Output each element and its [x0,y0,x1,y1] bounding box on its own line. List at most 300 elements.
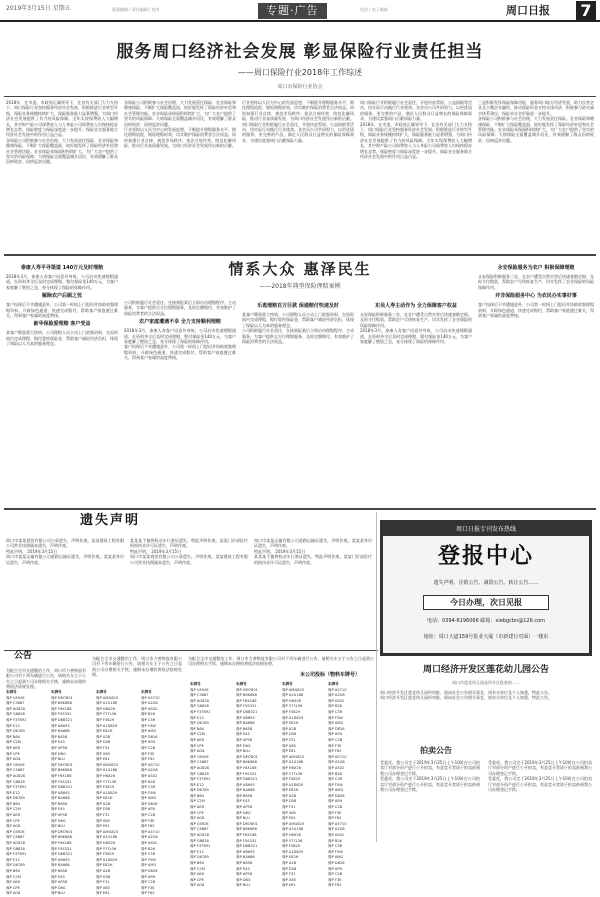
plate-cell: 豫P DM7801 [236,821,258,826]
plate-cell: 豫P Y77L36 [282,771,303,776]
plate-cell: 豫P F31 [96,745,110,750]
cases-column-5 [478,262,594,502]
plate-cell: 豫P D6B321 [51,785,73,790]
plate-cell: 豫P C3687 [6,701,25,706]
plate-cell: 豫P AMG825 [96,829,119,834]
auction-column-1 [380,760,480,842]
plate-cell: 豫P D6B321 [236,709,258,714]
plate-cell: 豫P A5710 [141,762,160,767]
plate-cell: 豫P D58 [282,799,297,804]
plate-cell: 豫P A1U188 [282,693,304,698]
plate-cell: 豫P B6K688 [51,768,72,773]
plate-cell: 豫P B658 [51,801,68,806]
plate-cell: 豫P G8828 [190,704,209,709]
plate-cell: 豫P H6X26 [96,773,115,778]
plate-cell: 豫P B26 [328,704,342,709]
case-subhead: 并非保险服务中心 为农民办实事好事 [495,293,577,300]
plate-cell: 豫P C3687 [190,760,209,765]
plate-cell: 豫P H6X26 [96,841,115,846]
plate-cell: 豫P AG8 [6,824,21,829]
plate-cell: 豫P AMG [328,721,344,726]
plate-cell: 豫P F5W [328,849,343,854]
plate-cell: 豫P E82H [96,796,113,801]
table-row [190,883,374,889]
plate-cell: 豫P D6789 [6,729,25,734]
plate-cell: 豫P D58 [282,866,297,871]
plate-cell: 豫P C2B [328,872,343,877]
plate-cell: 豫P BA668 [51,729,70,734]
plate-cell: 豫P B658 [236,793,253,798]
plate-cell: 豫P AE6 [6,745,20,750]
case-text: 2018年3月，泰康人寿客户因意外身故，公司启动快速理赔通道，在资料齐全后及时完成理赔，赔付保险金140万元，为客户家庭解了燃眉之急，充分体现了保险的保障作用。 [124,328,236,345]
plate-cell: 豫P CPE [6,885,20,890]
plate-header-cell: 车牌号 [51,690,62,694]
plate-cell: 豫P B26 [141,846,155,851]
plate-cell: 豫P F3T691 [6,785,27,790]
plate-cell: 豫P C2M [190,732,205,737]
plate-cell: 豫P AFN [328,866,343,871]
plate-cell: 豫P B6U [6,801,21,806]
plate-cell: 豫P A1U188 [96,701,118,706]
page-header [0,0,600,22]
plate-cell: 豫P F5S331 [236,771,257,776]
plate-cell: 豫P X85 [96,885,110,890]
newspaper-ad [380,520,592,656]
plate-cell: 豫P A1D829 [282,782,304,787]
lost-footer: 特此声明。 2019年3月15日 [6,548,58,554]
plate-cell: 豫P AG8 [190,883,205,888]
plate-cell: 豫P CPE [6,751,20,756]
plate-cell: 豫P D6B321 [51,852,73,857]
plate-cell: 豫P G8828 [6,779,25,784]
plate-cell: 豫P DM7801 [51,762,73,767]
plate-cell: 豫P AG8 [6,891,21,896]
lead-text-3b: 周口保险行业积极履行社会责任，开展扶贫帮困、公益捐助等活动，用实际行动践行行业使命。各会员公司共同努力，以更优质的服务、更完善的产品，满足人民群众日益增长的保险保障需求，为建设富强周口贡献保险力量。 [242,121,354,143]
plate-cell: 豫P F5S331 [51,846,72,851]
plate-cell: 豫P D58 [282,732,297,737]
plate-cell: 豫P D58 [96,740,111,745]
newspaper-logo: 周口日报 [506,4,550,17]
plate-cell: 豫P AB693 [236,849,255,854]
plate-cell: 豫P AFN [328,799,343,804]
case-subhead: 永安保险服务为农户 积极保障理赔 [497,265,575,271]
plate-cell: 豫P E61 [96,757,110,762]
cases-column-3 [242,300,354,502]
plate-cell: 豫P E82H [96,863,113,868]
case-text: 某客户罹患重大疾病，公司理赔人员主动上门收集资料，在短时间内完成理赔，赔付重疾保险金，帮助客户减轻经济负担，体现了保险以人为本的服务理念。 [242,312,354,328]
plate-cell: 豫P D826 [141,734,158,739]
plate-cell: 豫P AS02 [141,841,158,846]
ad-banner: 周口日报专刊发布热线 [383,523,589,536]
plate-cell: 豫P E45 [236,732,250,737]
plate-cell: 豫P F31 [282,805,296,810]
kindergarten-title: 周口经济开发区莲花幼儿园公告 [422,665,549,675]
plate-cell: 豫P AS02 [328,765,345,770]
plate-cell: 豫P E12 [6,790,20,795]
plate-cell: 豫P D6789 [190,855,209,860]
plate-cell: 豫P F3T691 [190,777,211,782]
ad-title: 登报中心 [437,543,534,569]
case-text: 2018年3月，泰康人寿客户因意外身故，公司启动快速理赔通道，在资料齐全后及时完成理赔，赔付保险金140万元，为客户家庭解了燃眉之急，充分体现了保险的保障作用。 [6,274,118,290]
plate-cell: 豫P F5829 [282,844,301,849]
plate-cell: 豫P C3R [328,844,343,849]
plate-cell: 豫P F3E [328,877,342,882]
plate-cell: 豫P AMG [141,729,157,734]
lost-notice: 某某某不慎将机动车行驶证遗失，特此声明作废。某某门诊部医疗机构执业许可证遗失，声明作废。 [254,554,372,565]
plate-cell: 豫P AFN [328,732,343,737]
plate-cell: 豫P D6G [51,885,66,890]
plate-cell: 豫P X85 [282,810,296,815]
plate-cell: 豫P C3R [328,709,343,714]
plate-cell: 豫P A1U188 [96,768,118,773]
auction-text: 受委托，我公司定于2019年3月25日上午10时在公司拍卖厅对部分资产进行公开拍卖，有意竞买者请于拍卖前到我公司办理登记手续。 [380,760,480,776]
lost-column-3 [254,538,372,646]
notice-intro-2 [92,656,182,686]
plate-cell: 豫P AMG825 [96,762,119,767]
plate-cell: 豫P A2B [282,726,297,731]
plate-cell: 豫P AG828 [6,841,25,846]
lead-source: 周口市保险行业协会 [277,84,323,90]
plate-cell: 豫P E82H [282,788,299,793]
plate-cell: 豫P D6G [51,818,66,823]
plate-cell: 豫P AFN [141,807,156,812]
plate-cell: 豫P Y77L36 [282,838,303,843]
plate-cell: 豫P AS02 [141,773,158,778]
plate-cell: 豫P C2B [141,745,156,750]
plate-cell: 豫P DM7801 [236,687,258,692]
plate-cell: 豫P A1U188 [282,760,304,765]
lead-text-2: 各保险公司积极参与社会治理，大力发展责任保险、农业保险和健康保险，不断扩大保险覆盖面，较好地发挥了保险经济补偿和社会管理功能。农业保险承保面积持续扩大，为广大农户提供了坚实的风险保障；大病保险全面覆盖城乡居民，有效缓解了群众因病致贫、因病返贫问题。 [124,100,236,127]
plate-header-cell: 车牌号 [96,690,107,694]
lost-column-2 [130,538,248,646]
plate-cell: 豫P C2B [328,805,343,810]
plate-cell: 豫P AP58 [51,813,68,818]
lead-text-2b: 行业坚持以人民为中心的发展思想，不断提升理赔服务水平，简化理赔流程，缩短理赔时效，切实维护保险消费者合法权益。同时加强行业自律，规范市场秩序，依法合规经营，防范化解风险，推动行业高质量发展，为周口经济社会发展作出新的贡献。 [124,127,236,149]
plate-cell: 豫P X85 [282,743,296,748]
plate-cell: 豫P E12 [190,849,204,854]
plate-cell: 豫P A2B [96,801,111,806]
plate-cell: 豫P AS02 [328,698,345,703]
plate-cell: 豫P C6926 [6,762,25,767]
plate-cell: 豫P D6G [51,751,66,756]
plate-cell: 豫P AP58 [236,872,253,877]
plate-cell: 豫P X85 [96,751,110,756]
plate-cell: 豫P CPE [190,877,204,882]
plate-cell: 豫P AG8 [190,816,205,821]
plate-cell: 豫P D6789 [6,863,25,868]
ad-services: 遗失声明、注销公告、减资公告、转让公告…… [433,580,539,586]
lead-headline: 服务周口经济社会发展 彰显保险行业责任担当 [116,42,484,62]
plate-header-cell: 车牌号 [141,690,152,694]
plate-cell: 豫P E45 [51,740,65,745]
section-divider [4,254,596,256]
lost-notice: 某某某不慎将机动车行驶证遗失，特此声明作废。某某门诊部医疗机构执业许可证遗失，声明作废。 [130,538,248,549]
plate-cell: 豫P C2M [6,740,21,745]
auction-title: 拍卖公告 [420,746,452,755]
notice-text: 为配合全市交通整治工作，周口市力善物流有限公司对下列车辆进行公告，请相关车主于公告之日起到公司办理相关手续，逾期未办理的将依法依规处理。 [92,656,182,678]
plate-cell: 豫P H6X26 [282,833,301,838]
plate-cell: 豫P D826 [141,869,158,873]
case-subhead: 解除农户后顾之忧 [41,293,82,300]
notice-text: 为配合全市交通整治工作，周口市力善物流有限公司对下列车辆进行公告，请相关车主于公告之日起到公司办理相关手续，逾期未办理的将依法依规处理。 [6,668,86,690]
plate-cell: 豫P C3687 [6,835,25,840]
plate-cell: 豫P F3T691 [190,844,211,849]
plate-cell: 豫P C3687 [190,827,209,832]
plate-cell: 豫P B6U [190,861,205,865]
plate-cell: 豫P BA668 [51,796,70,801]
plate-cell: 豫P F31 [282,737,296,742]
plate-cell: 豫P F62 [328,749,342,754]
lost-footer: 特此声明。 2019年3月15日 [130,548,182,554]
lead-column-5 [478,100,594,250]
plate-cell: 豫P E61 [96,824,110,829]
plate-cell: 豫P A2B [282,861,297,865]
plate-cell: 豫P B6K688 [51,835,72,840]
cases-column-1 [6,262,118,502]
plate-cell: 豫P CPE [6,818,20,823]
ad-address: 地址：周口大道159号报业大厦（市新建行对面）一楼东 [423,634,549,640]
plate-cell: 豫P D6B321 [51,717,73,722]
plate-cell: 豫P E61 [282,883,296,888]
plate-cell: 豫P AMG [328,788,344,793]
plate-cell: 豫P B26 [141,779,155,784]
plate-cell: 豫P B6U [190,793,205,798]
kindergarten-body: 周口经济开发区莲花幼儿园经审批，现向社会公告相关事宜，请有关单位及个人知悉，特此公告。 [380,695,552,701]
plate-cell: 豫P A5710 [328,687,347,692]
plate-cell: 豫P A2G8 [328,827,345,832]
plate-cell: 豫P A2G8 [141,768,158,773]
issue-date: 2019年3月15日 星期五 [6,5,71,12]
plate-cell: 豫P E61 [282,749,296,754]
plate-cell: 豫P F5W [141,790,156,795]
plate-cell: 豫P AE6 [6,813,20,818]
plate-cell: 豫P X85 [96,818,110,823]
case-text: 2018年3月，泰康人寿客户因意外身故，公司启动快速理赔通道，在资料齐全后及时完成理赔，赔付保险金140万元，为客户家庭解了燃眉之急，充分体现了保险的保障作用。 [360,328,472,345]
lead-text-3: 行业坚持以人民为中心的发展思想，不断提升理赔服务水平，简化理赔流程，缩短理赔时效，切实维护保险消费者合法权益。同时加强行业自律，规范市场秩序，依法合规经营，防范化解风险，推动行业高质量发展，为周口经济社会发展作出新的贡献。 [242,100,354,122]
plate-cell: 豫P E82H [282,721,299,726]
plate-cell: 豫P DM7801 [51,695,73,700]
plate-cell: 豫P G8828 [6,846,25,851]
plate-cell: 豫P E12 [6,723,20,728]
lead-column-3 [242,100,354,250]
plate-cell: 豫P F5S331 [51,779,72,784]
plate-cell: 豫P D58 [96,874,111,879]
lead-text-5: 三是积极发挥保险保障功能，服务周口地方经济发展，助力民营企业及小微企业融资，推动保险资金支持实体经济，积极参与防灾减灾体系建设，保险业社会形象进一步提升。 [478,100,594,116]
plate-cell: 豫P D826 [328,726,345,731]
case-text: 客户投保后不幸遭遇意外，公司第一时间上门慰问并协助收集理赔资料，开辟绿色通道，快速完成赔付，帮助客户家庭渡过难关，得到客户家属的高度赞扬。 [478,302,594,319]
table-row [6,891,186,897]
plate-cell: 豫P F5W [328,715,343,720]
case-text: 客户投保后不幸遭遇意外，公司第一时间上门慰问并协助收集理赔资料，开辟绿色通道，快速完成赔付，帮助客户家庭渡过难关，得到客户家属的高度赞扬。 [124,344,236,361]
plate-cell: 豫P BLU [236,883,250,888]
plate-cell: 豫P AFN [141,740,156,745]
plate-cell: 豫P F3T691 [6,717,27,722]
plate-cell: 豫P A2B [282,793,297,798]
plate-table-1 [6,690,186,896]
auction-text: 受委托，我公司定于2019年3月25日上午10时在公司拍卖厅对部分资产进行公开拍卖，有意竞买者请于拍卖前到我公司办理登记手续。 [380,776,480,793]
plate-cell: 豫P B6K688 [236,760,257,765]
cases-headline: 情系大众 惠泽民生 [228,260,372,278]
plate-cell: 豫P E61 [96,891,110,896]
lost-notice: 周口市某某运输有限公司道路运输证遗失，声明作废。某某某身份证遗失，声明作废。 [254,538,372,549]
plate-cell: 豫P AE6 [190,872,204,877]
plate-cell: 豫P G8828 [190,771,209,776]
plate-cell: 豫P F6X188 [51,706,72,711]
case-text: 客户投保后不幸遭遇意外，公司第一时间上门慰问并协助收集理赔资料，开辟绿色通道，快速完成赔付，帮助客户家庭渡过难关，得到客户家属的高度赞扬。 [6,302,118,319]
case-text: 永安保险积极服务三农，在农户遭受自然灾害后快速查勘定损，及时支付赔款，帮助农户尽快恢复生产，切实发挥了农业保险的风险保障作用。 [478,274,594,290]
plate-cell: 豫P E45 [236,866,250,871]
plate-header-cell: 车牌号 [6,690,17,694]
plate-cell: 豫P AP58 [236,805,253,810]
plate-cell: 豫P BLU [236,816,250,821]
plate-cell: 豫P H6X26 [96,706,115,711]
plate-cell: 豫P A1D829 [96,857,118,862]
plate-cell: 豫P A5710 [328,754,347,759]
plate-cell: 豫P AMG [141,863,157,868]
plate-cell: 豫P E45 [51,807,65,812]
editor-meta: 版面编辑 / 责任编辑 / 校对 [112,7,160,12]
plate-cell: 豫P AG828 [190,833,209,838]
plate-cell: 豫P AFN [141,874,156,879]
case-subhead: 泰康人寿平寻渠道 140万元及时理赔 [20,265,104,271]
plate-cell: 豫P F5W [141,723,156,728]
lead-column-2 [124,100,236,250]
plate-cell: 豫P H6X26 [282,698,301,703]
plate-cell: 豫P AMG825 [282,687,305,692]
plate-cell: 豫P C3R [141,717,156,722]
plate-cell: 豫P A1U188 [282,827,304,832]
plate-cell: 豫P AP58 [236,737,253,742]
plate-cell: 豫P E82H [282,855,299,860]
plate-cell: 豫P B6U [6,734,21,739]
plate-cell: 豫P DM7801 [236,754,258,759]
plate-cell: 豫P A1U188 [96,835,118,840]
plate-cell: 豫P Y77L36 [96,846,117,851]
plate-cell: 豫P F62 [141,824,155,829]
plate-cell: 豫P F3E [141,885,155,890]
plate-cell: 豫P F6X188 [236,833,257,838]
plate-cell: 豫P A5710 [141,695,160,700]
plate-cell: 豫P C6926 [190,821,209,826]
plate-cell: 豫P E45 [51,874,65,879]
plate-cell: 豫P AMG [328,855,344,860]
divider [4,650,378,651]
plate-cell: 豫P E82H [96,729,113,734]
plate-cell: 豫P BA668 [51,863,70,868]
plate-cell: 豫P D6789 [6,796,25,801]
plate-header-cell: 车牌号 [282,682,293,686]
plate-header-cell: 车牌号 [190,682,201,686]
section-label: 专题·广告 [258,3,327,19]
plate-cell: 豫P D826 [141,801,158,806]
lost-footer: 特此声明。 2019年3月15日 [254,548,306,554]
plate-cell: 豫P A2G8 [141,835,158,840]
auction-text: 受委托，我公司定于2019年3月25日上午10时在公司拍卖厅对部分资产进行公开拍卖，有意竞买者请于拍卖前到我公司办理登记手续。 [488,776,592,793]
plate-cell: 豫P Y77L36 [282,704,303,709]
plate-cell: 豫P F5829 [282,709,301,714]
kindergarten-body: 周口经济开发区莲花幼儿园经审批，现向社会公告相关事宜，请有关单位及个人知悉，特此公告。 [380,690,552,695]
plate-cell: 豫P C2M [190,799,205,804]
plate-cell: 豫P F5829 [96,852,115,857]
case-subhead: 新华保险爱理赔 客户受益 [33,321,91,328]
lead-text-5b: 各保险公司积极参与社会治理，大力发展责任保险、农业保险和健康保险，不断扩大保险覆盖面，较好地发挥了保险经济补偿和社会管理功能。农业保险承保面积持续扩大，为广大农户提供了坚实的风险保障；大病保险全面覆盖城乡居民，有效缓解了群众因病致贫、因病返贫问题。 [478,116,594,143]
section-divider [4,508,596,510]
plate-cell: 豫P BA668 [236,855,255,860]
plate-cell: 豫P C2B [141,813,156,818]
plate-cell: 豫P AB693 [236,782,255,787]
plate-cell: 豫P B658 [51,869,68,873]
plate-cell: 豫P F62 [141,757,155,762]
lead-subtitle: ——周口保险行业2018年工作综述 [237,68,363,77]
plate-cell: 豫P CPE [190,810,204,815]
lead-column-4 [360,100,472,250]
plate-cell: 豫P B26 [328,838,342,843]
plate-cell: 豫P C6926 [6,829,25,834]
plate-cell: 豫P D826 [328,793,345,798]
plate-cell: 豫P C6926 [6,695,25,700]
plate-cell: 豫P AG8 [190,749,205,754]
plate-cell: 豫P F62 [141,891,155,896]
plate-cell: 豫P D6G [236,810,251,815]
plate-cell: 豫P AG828 [190,698,209,703]
plate-cell: 豫P F5S331 [51,712,72,717]
plate-cell: 豫P F62 [328,816,342,821]
ad-phone: 电话：0394-6196066 邮箱：xiebgcbn@126.com [426,618,546,624]
plate-cell: 豫P AB693 [51,857,70,862]
plate-cell: 豫P B6U [6,869,21,873]
plate-cell: 豫P D6B321 [236,777,258,782]
plate-cell: 豫P BLU [236,749,250,754]
plate-cell: 豫P C2B [328,737,343,742]
plate-cell: 豫P F5829 [96,717,115,722]
plate-cell: 豫P BLU [51,757,65,762]
plate-cell: 豫P B658 [51,734,68,739]
plate-cell: 豫P C3687 [190,693,209,698]
plate-cell: 豫P E61 [282,816,296,821]
plate-cell: 豫P D6789 [190,721,209,726]
case-subhead: 乐逃理赔百万巨款 保通赔付快速及时 [257,303,339,309]
plate-cell: 豫P Y77L36 [96,712,117,717]
lost-notice: 周口市某某商贸有限公司公章遗失，声明作废。某某建筑工程有限公司营业执照副本遗失，声明作废。 [130,554,248,565]
plate-cell: 豫P DM7801 [51,829,73,834]
plate-cell: 豫P BA668 [236,788,255,793]
lead-text-1b: 各保险公司积极参与社会治理，大力发展责任保险、农业保险和健康保险，不断扩大保险覆盖面，较好地发挥了保险经济补偿和社会管理功能。农业保险承保面积持续扩大，为广大农户提供了坚实的风险保障；大病保险全面覆盖城乡居民，有效缓解了群众因病致贫、因病返贫问题。 [6,137,118,165]
plate-cell: 豫P C3687 [6,768,25,773]
cases-column-4 [360,300,472,502]
plate-cell: 豫P B26 [141,712,155,717]
plate-cell: 豫P AP58 [51,745,68,750]
plate-cell: 豫P B6K688 [51,701,72,706]
plate-cell: 豫P BA668 [236,721,255,726]
contact-meta: 电话 / 电子邮箱 [360,7,388,12]
plate-cell: 豫P F6X188 [236,698,257,703]
plate-cell: 豫P AMG825 [282,754,305,759]
plate-cell: 豫P F5W [141,857,156,862]
plate-cell: 豫P F6X188 [236,765,257,770]
ad-slogan: 今日办理，次日见报 [423,595,549,610]
plate-cell: 豫P BLU [51,891,65,896]
plate-cell: 豫P B26 [328,771,342,776]
plate-cell: 豫P AG828 [6,706,25,711]
plate-cell: 豫P D58 [96,807,111,812]
lost-notice: 周口市某某运输有限公司道路运输证遗失，声明作废。某某某身份证遗失，声明作废。 [6,554,124,565]
plate-cell: 豫P F31 [96,880,110,885]
plate-cell: 豫P A2B [96,734,111,739]
plate-cell: 豫P AG828 [190,765,209,770]
plate-cell: 豫P C2B [141,880,156,885]
plate-cell: 豫P BLU [51,824,65,829]
notice-title: 公告 [14,651,33,661]
